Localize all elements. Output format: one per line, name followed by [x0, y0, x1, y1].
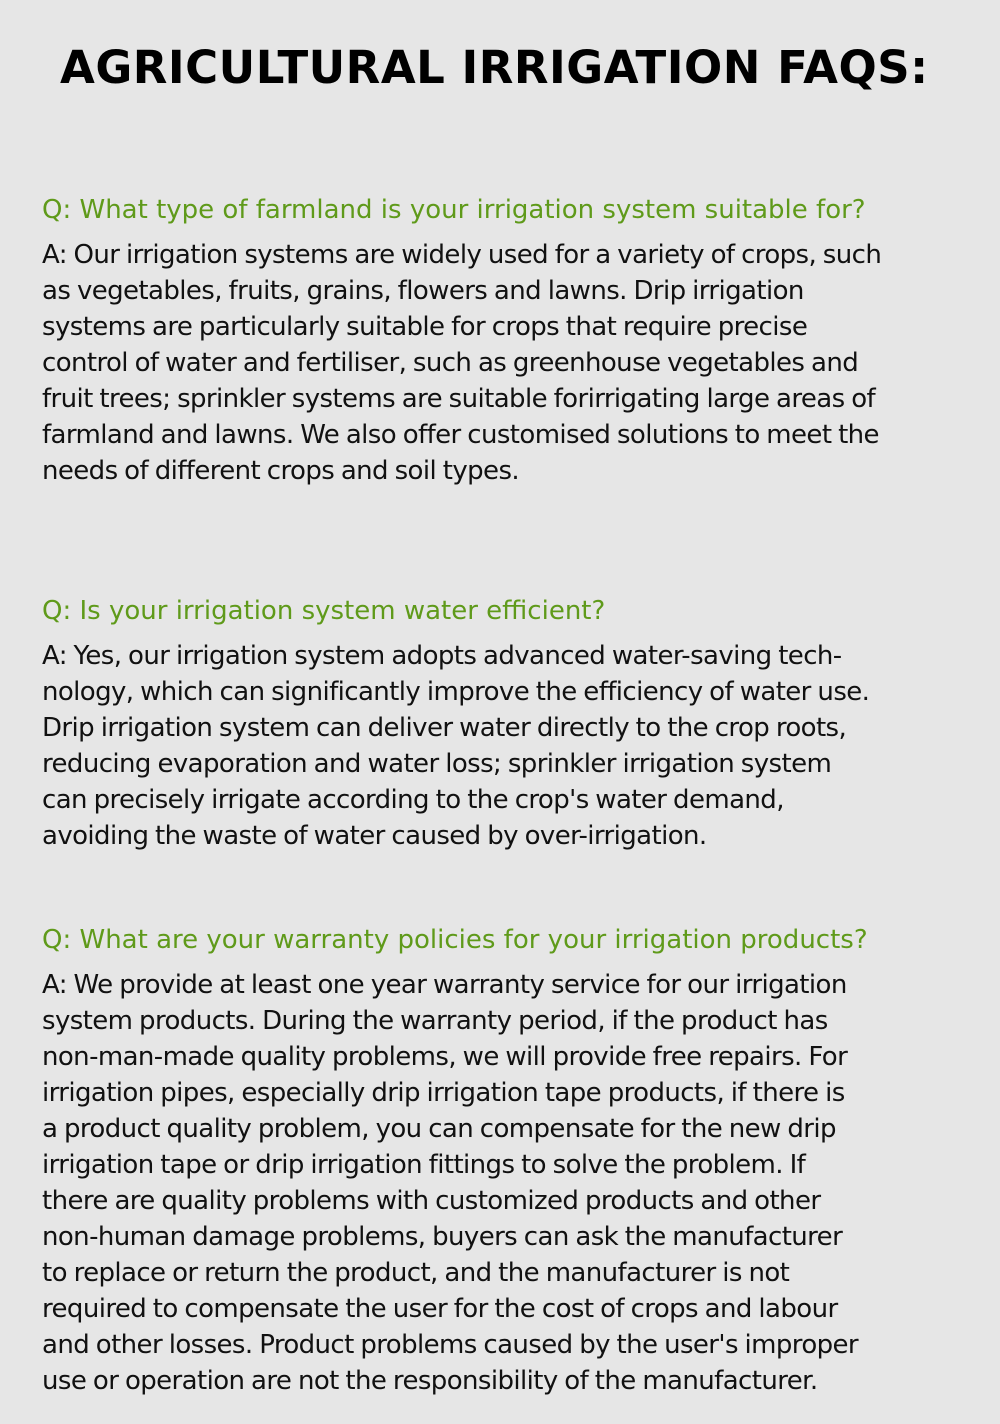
faq-item-warranty [42, 922, 957, 1399]
faq-question: Q: What are your warranty policies for your irrigation products? [42, 925, 868, 955]
faq-answer-line: A: Our irrigation systems are widely used for a variety of crops, such [42, 240, 882, 270]
faq-answer-line: farmland and lawns. We also offer customised solutions to meet the [42, 420, 879, 450]
faq-answer-line: irrigation pipes, especially drip irrigation tape products, if there is [42, 1078, 845, 1108]
faq-item-farmland [42, 192, 957, 489]
faq-answer [42, 638, 957, 854]
faq-answer-line: nology, which can significantly improve the efficiency of water use. [42, 677, 870, 707]
faq-answer-line: to replace or return the product, and the manufacturer is not [42, 1258, 790, 1288]
faq-answer-line: non-man-made quality problems, we will provide free repairs. For [42, 1042, 848, 1072]
page-title: AGRICULTURAL IRRIGATION FAQS: [60, 41, 929, 94]
faq-answer-line: systems are particularly suitable for crops that require precise [42, 312, 808, 342]
faq-answer-line: A: We provide at least one year warranty service for our irrigation [42, 970, 847, 1000]
faq-answer-line: system products. During the warranty period, if the product has [42, 1006, 828, 1036]
faq-question: Q: Is your irrigation system water efficient? [42, 596, 606, 626]
faq-answer-line: fruit trees; sprinkler systems are suitable forirrigating large areas of [42, 384, 876, 414]
faq-answer-line: there are quality problems with customized products and other [42, 1186, 821, 1216]
faq-answer-line: Drip irrigation system can deliver water directly to the crop roots, [42, 713, 847, 743]
faq-answer-line: non-human damage problems, buyers can ask the manufacturer [42, 1222, 843, 1252]
faq-answer-line: can precisely irrigate according to the crop's water demand, [42, 785, 784, 815]
faq-answer [42, 237, 957, 489]
faq-item-water-efficiency [42, 593, 957, 854]
faq-answer-line: as vegetables, fruits, grains, flowers and lawns. Drip irrigation [42, 276, 804, 306]
faq-answer-line: use or operation are not the responsibility of the manufacturer. [42, 1366, 818, 1396]
faq-answer-line: A: Yes, our irrigation system adopts advanced water-saving tech- [42, 641, 842, 671]
faq-answer-line: needs of different crops and soil types. [42, 456, 520, 486]
faq-question: Q: What type of farmland is your irrigation system suitable for? [42, 195, 866, 225]
faq-answer-line: reducing evaporation and water loss; sprinkler irrigation system [42, 749, 832, 779]
faq-answer-line: control of water and fertiliser, such as greenhouse vegetables and [42, 348, 859, 378]
faq-answer-line: required to compensate the user for the cost of crops and labour [42, 1294, 838, 1324]
faq-answer-line: avoiding the waste of water caused by over-irrigation. [42, 821, 707, 851]
faq-answer-line: a product quality problem, you can compensate for the new drip [42, 1114, 836, 1144]
faq-answer [42, 967, 957, 1399]
faq-answer-line: and other losses. Product problems caused by the user's improper [42, 1330, 859, 1360]
faq-answer-line: irrigation tape or drip irrigation fittings to solve the problem. If [42, 1150, 806, 1180]
